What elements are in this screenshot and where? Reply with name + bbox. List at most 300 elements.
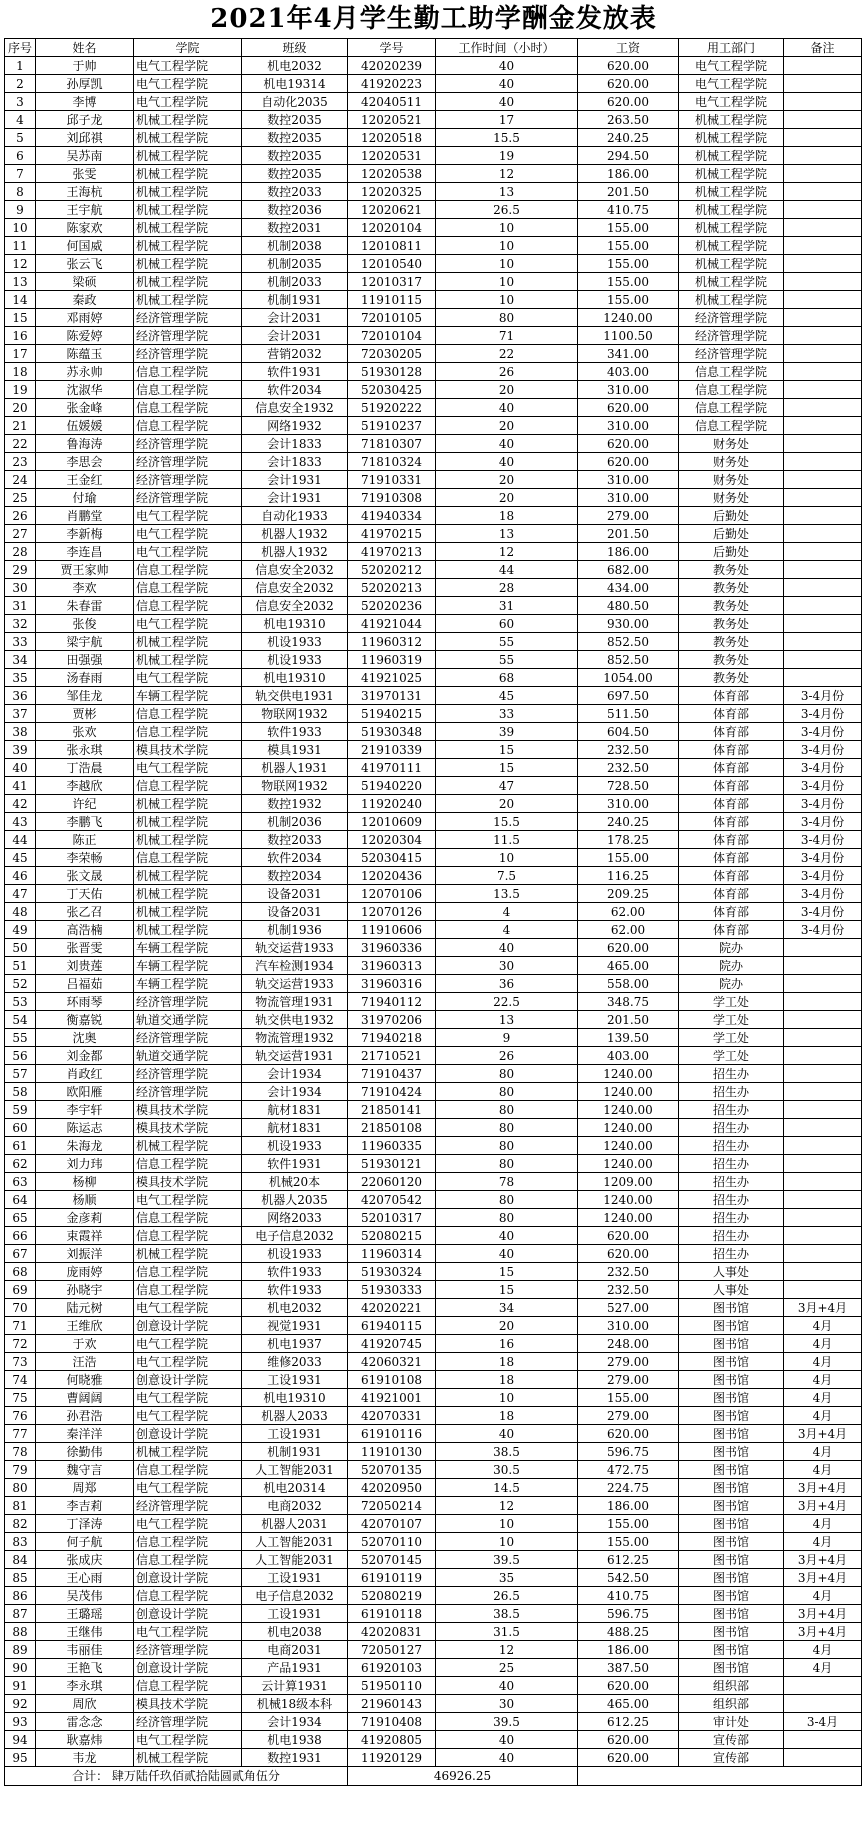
row-index-cell: 74: [5, 1371, 36, 1389]
table-row: [5, 1731, 862, 1749]
college-cell: 电气工程学院: [134, 615, 242, 633]
work-hours-cell: 40: [436, 1425, 578, 1443]
class-cell: 软件1931: [242, 363, 348, 381]
remark-cell: 3月+4月: [784, 1497, 862, 1515]
row-index-cell: 46: [5, 867, 36, 885]
student-name-cell: 鲁海涛: [36, 435, 134, 453]
student-id-cell: 42070542: [348, 1191, 436, 1209]
work-hours-cell: 55: [436, 633, 578, 651]
student-id-cell: 72010104: [348, 327, 436, 345]
remark-cell: [784, 525, 862, 543]
row-index-cell: 13: [5, 273, 36, 291]
class-cell: 会计2031: [242, 309, 348, 327]
department-cell: 图书馆: [679, 1461, 784, 1479]
row-index-cell: 67: [5, 1245, 36, 1263]
table-row: [5, 1245, 862, 1263]
remark-cell: 3-4月份: [784, 705, 862, 723]
student-id-cell: 12020436: [348, 867, 436, 885]
wage-cell: 1240.00: [578, 1083, 679, 1101]
table-row: [5, 633, 862, 651]
student-name-cell: 曹阔阔: [36, 1389, 134, 1407]
row-index-cell: 32: [5, 615, 36, 633]
wage-cell: 310.00: [578, 381, 679, 399]
work-hours-cell: 25: [436, 1659, 578, 1677]
table-row: [5, 1713, 862, 1731]
remark-cell: [784, 1083, 862, 1101]
student-name-cell: 耿嘉炜: [36, 1731, 134, 1749]
class-cell: 营销2032: [242, 345, 348, 363]
table-row: [5, 1065, 862, 1083]
student-id-cell: 12020521: [348, 111, 436, 129]
student-name-cell: 吕福茹: [36, 975, 134, 993]
class-cell: 电商2031: [242, 1641, 348, 1659]
wage-cell: 1240.00: [578, 1191, 679, 1209]
header-cell: 工资: [578, 39, 679, 57]
wage-cell: 410.75: [578, 201, 679, 219]
student-id-cell: 12070106: [348, 885, 436, 903]
remark-cell: 3-4月份: [784, 795, 862, 813]
table-row: [5, 1641, 862, 1659]
row-index-cell: 26: [5, 507, 36, 525]
table-row: [5, 1155, 862, 1173]
table-row: [5, 291, 862, 309]
student-name-cell: 金彦莉: [36, 1209, 134, 1227]
work-hours-cell: 40: [436, 939, 578, 957]
header-row: [5, 39, 862, 57]
table-row: [5, 525, 862, 543]
class-cell: 会计1833: [242, 453, 348, 471]
college-cell: 经济管理学院: [134, 489, 242, 507]
department-cell: 后勤处: [679, 543, 784, 561]
class-cell: 工设1931: [242, 1425, 348, 1443]
student-id-cell: 51930121: [348, 1155, 436, 1173]
header-cell: 序号: [5, 39, 36, 57]
work-hours-cell: 20: [436, 381, 578, 399]
college-cell: 电气工程学院: [134, 1335, 242, 1353]
department-cell: 机械工程学院: [679, 219, 784, 237]
row-index-cell: 36: [5, 687, 36, 705]
college-cell: 机械工程学院: [134, 903, 242, 921]
college-cell: 机械工程学院: [134, 147, 242, 165]
remark-cell: 3月+4月: [784, 1605, 862, 1623]
table-row: [5, 867, 862, 885]
class-cell: 机器人1932: [242, 525, 348, 543]
work-hours-cell: 80: [436, 1065, 578, 1083]
student-id-cell: 31970131: [348, 687, 436, 705]
department-cell: 图书馆: [679, 1317, 784, 1335]
remark-cell: [784, 381, 862, 399]
college-cell: 信息工程学院: [134, 1281, 242, 1299]
department-cell: 宣传部: [679, 1731, 784, 1749]
college-cell: 信息工程学院: [134, 381, 242, 399]
table-row: [5, 1227, 862, 1245]
student-name-cell: 梁宇航: [36, 633, 134, 651]
row-index-cell: 17: [5, 345, 36, 363]
row-index-cell: 68: [5, 1263, 36, 1281]
college-cell: 信息工程学院: [134, 723, 242, 741]
remark-cell: [784, 1119, 862, 1137]
class-cell: 物流管理1932: [242, 1029, 348, 1047]
wage-cell: 1240.00: [578, 1119, 679, 1137]
work-hours-cell: 15: [436, 1281, 578, 1299]
work-hours-cell: 15: [436, 741, 578, 759]
student-id-cell: 11960319: [348, 651, 436, 669]
work-hours-cell: 47: [436, 777, 578, 795]
student-name-cell: 高浩楠: [36, 921, 134, 939]
row-index-cell: 69: [5, 1281, 36, 1299]
department-cell: 图书馆: [679, 1299, 784, 1317]
college-cell: 车辆工程学院: [134, 975, 242, 993]
college-cell: 机械工程学院: [134, 921, 242, 939]
remark-cell: 4月: [784, 1587, 862, 1605]
department-cell: 体育部: [679, 831, 784, 849]
student-name-cell: 杨顺: [36, 1191, 134, 1209]
class-cell: 机制2038: [242, 237, 348, 255]
wage-cell: 527.00: [578, 1299, 679, 1317]
remark-cell: [784, 633, 862, 651]
work-hours-cell: 14.5: [436, 1479, 578, 1497]
class-cell: 机器人1931: [242, 759, 348, 777]
student-name-cell: 王维欣: [36, 1317, 134, 1335]
student-id-cell: 52020213: [348, 579, 436, 597]
student-id-cell: 71940112: [348, 993, 436, 1011]
student-id-cell: 71910424: [348, 1083, 436, 1101]
table-row: [5, 1263, 862, 1281]
work-hours-cell: 15: [436, 1263, 578, 1281]
row-index-cell: 4: [5, 111, 36, 129]
row-index-cell: 34: [5, 651, 36, 669]
table-row: [5, 831, 862, 849]
wage-cell: 472.75: [578, 1461, 679, 1479]
department-cell: 图书馆: [679, 1353, 784, 1371]
class-cell: 机电1938: [242, 1731, 348, 1749]
class-cell: 机器人2033: [242, 1407, 348, 1425]
remark-cell: [784, 453, 862, 471]
work-hours-cell: 80: [436, 1137, 578, 1155]
student-name-cell: 何晓雅: [36, 1371, 134, 1389]
student-id-cell: 41920745: [348, 1335, 436, 1353]
wage-cell: 155.00: [578, 237, 679, 255]
class-cell: 信息安全2032: [242, 579, 348, 597]
department-cell: 图书馆: [679, 1371, 784, 1389]
remark-cell: 4月: [784, 1533, 862, 1551]
row-index-cell: 37: [5, 705, 36, 723]
row-index-cell: 48: [5, 903, 36, 921]
class-cell: 轨交运营1933: [242, 939, 348, 957]
wage-cell: 240.25: [578, 813, 679, 831]
work-hours-cell: 80: [436, 1191, 578, 1209]
row-index-cell: 64: [5, 1191, 36, 1209]
work-hours-cell: 12: [436, 165, 578, 183]
work-hours-cell: 13: [436, 525, 578, 543]
department-cell: 信息工程学院: [679, 363, 784, 381]
wage-cell: 186.00: [578, 1497, 679, 1515]
student-name-cell: 李宇轩: [36, 1101, 134, 1119]
remark-cell: [784, 939, 862, 957]
student-id-cell: 12010609: [348, 813, 436, 831]
student-id-cell: 71910331: [348, 471, 436, 489]
work-hours-cell: 40: [436, 1677, 578, 1695]
student-name-cell: 何子航: [36, 1533, 134, 1551]
college-cell: 信息工程学院: [134, 705, 242, 723]
work-hours-cell: 15.5: [436, 813, 578, 831]
work-hours-cell: 7.5: [436, 867, 578, 885]
wage-cell: 341.00: [578, 345, 679, 363]
row-index-cell: 14: [5, 291, 36, 309]
table-row: [5, 1137, 862, 1155]
row-index-cell: 19: [5, 381, 36, 399]
college-cell: 电气工程学院: [134, 1191, 242, 1209]
table-row: [5, 1299, 862, 1317]
header-cell: 姓名: [36, 39, 134, 57]
header-cell: 学号: [348, 39, 436, 57]
wage-cell: 620.00: [578, 399, 679, 417]
student-id-cell: 12010317: [348, 273, 436, 291]
department-cell: 财务处: [679, 435, 784, 453]
department-cell: 图书馆: [679, 1497, 784, 1515]
college-cell: 电气工程学院: [134, 1515, 242, 1533]
work-hours-cell: 18: [436, 1353, 578, 1371]
wage-cell: 620.00: [578, 1677, 679, 1695]
work-hours-cell: 45: [436, 687, 578, 705]
class-cell: 物联网1932: [242, 777, 348, 795]
remark-cell: 3-4月份: [784, 849, 862, 867]
work-hours-cell: 30.5: [436, 1461, 578, 1479]
college-cell: 创意设计学院: [134, 1371, 242, 1389]
table-row: [5, 615, 862, 633]
college-cell: 机械工程学院: [134, 813, 242, 831]
table-row: [5, 777, 862, 795]
wage-cell: 155.00: [578, 255, 679, 273]
department-cell: 院办: [679, 975, 784, 993]
class-cell: 会计1934: [242, 1065, 348, 1083]
row-index-cell: 38: [5, 723, 36, 741]
row-index-cell: 65: [5, 1209, 36, 1227]
student-id-cell: 11960335: [348, 1137, 436, 1155]
student-id-cell: 61910118: [348, 1605, 436, 1623]
remark-cell: 4月: [784, 1461, 862, 1479]
college-cell: 电气工程学院: [134, 507, 242, 525]
student-id-cell: 72030205: [348, 345, 436, 363]
remark-cell: [784, 57, 862, 75]
row-index-cell: 35: [5, 669, 36, 687]
work-hours-cell: 38.5: [436, 1443, 578, 1461]
remark-cell: [784, 561, 862, 579]
student-id-cell: 11960312: [348, 633, 436, 651]
student-id-cell: 51910237: [348, 417, 436, 435]
class-cell: 机电19314: [242, 75, 348, 93]
student-name-cell: 刘金都: [36, 1047, 134, 1065]
student-name-cell: 雷念念: [36, 1713, 134, 1731]
total-empty: [578, 1767, 862, 1786]
student-id-cell: 12020538: [348, 165, 436, 183]
class-cell: 软件1931: [242, 1155, 348, 1173]
department-cell: 机械工程学院: [679, 201, 784, 219]
table-row: [5, 1497, 862, 1515]
table-row: [5, 939, 862, 957]
work-hours-cell: 40: [436, 93, 578, 111]
table-row: [5, 993, 862, 1011]
wage-cell: 263.50: [578, 111, 679, 129]
row-index-cell: 91: [5, 1677, 36, 1695]
class-cell: 机制1936: [242, 921, 348, 939]
student-name-cell: 李越欣: [36, 777, 134, 795]
class-cell: 机设1933: [242, 651, 348, 669]
student-id-cell: 61920103: [348, 1659, 436, 1677]
row-index-cell: 83: [5, 1533, 36, 1551]
department-cell: 教务处: [679, 651, 784, 669]
row-index-cell: 3: [5, 93, 36, 111]
row-index-cell: 31: [5, 597, 36, 615]
remark-cell: [784, 957, 862, 975]
table-row: [5, 1677, 862, 1695]
remark-cell: [784, 1209, 862, 1227]
row-index-cell: 57: [5, 1065, 36, 1083]
college-cell: 信息工程学院: [134, 363, 242, 381]
college-cell: 经济管理学院: [134, 993, 242, 1011]
college-cell: 机械工程学院: [134, 291, 242, 309]
class-cell: 人工智能2031: [242, 1551, 348, 1569]
college-cell: 机械工程学院: [134, 885, 242, 903]
wage-cell: 248.00: [578, 1335, 679, 1353]
student-name-cell: 邓雨婷: [36, 309, 134, 327]
remark-cell: 4月: [784, 1371, 862, 1389]
table-row: [5, 489, 862, 507]
college-cell: 经济管理学院: [134, 1497, 242, 1515]
row-index-cell: 62: [5, 1155, 36, 1173]
wage-cell: 310.00: [578, 471, 679, 489]
department-cell: 组织部: [679, 1695, 784, 1713]
class-cell: 工设1931: [242, 1569, 348, 1587]
student-id-cell: 12010540: [348, 255, 436, 273]
student-name-cell: 张金峰: [36, 399, 134, 417]
wage-cell: 116.25: [578, 867, 679, 885]
department-cell: 人事处: [679, 1263, 784, 1281]
student-name-cell: 孙晓宇: [36, 1281, 134, 1299]
department-cell: 人事处: [679, 1281, 784, 1299]
wage-cell: 310.00: [578, 489, 679, 507]
student-name-cell: 庞雨婷: [36, 1263, 134, 1281]
student-id-cell: 11960314: [348, 1245, 436, 1263]
work-hours-cell: 11.5: [436, 831, 578, 849]
row-index-cell: 44: [5, 831, 36, 849]
row-index-cell: 47: [5, 885, 36, 903]
college-cell: 信息工程学院: [134, 1677, 242, 1695]
class-cell: 设备2031: [242, 885, 348, 903]
table-row: [5, 903, 862, 921]
college-cell: 信息工程学院: [134, 1263, 242, 1281]
class-cell: 视觉1931: [242, 1317, 348, 1335]
student-name-cell: 王继伟: [36, 1623, 134, 1641]
college-cell: 机械工程学院: [134, 831, 242, 849]
student-id-cell: 52080219: [348, 1587, 436, 1605]
row-index-cell: 77: [5, 1425, 36, 1443]
student-id-cell: 12020104: [348, 219, 436, 237]
row-index-cell: 30: [5, 579, 36, 597]
student-name-cell: 李欢: [36, 579, 134, 597]
student-name-cell: 何国威: [36, 237, 134, 255]
remark-cell: [784, 309, 862, 327]
row-index-cell: 80: [5, 1479, 36, 1497]
work-hours-cell: 10: [436, 255, 578, 273]
work-hours-cell: 34: [436, 1299, 578, 1317]
remark-cell: [784, 1029, 862, 1047]
college-cell: 机械工程学院: [134, 1749, 242, 1767]
remark-cell: [784, 651, 862, 669]
remark-cell: [784, 543, 862, 561]
table-row: [5, 1029, 862, 1047]
student-id-cell: 12070126: [348, 903, 436, 921]
department-cell: 体育部: [679, 795, 784, 813]
remark-cell: 3-4月: [784, 1713, 862, 1731]
row-index-cell: 82: [5, 1515, 36, 1533]
table-row: [5, 111, 862, 129]
student-id-cell: 21910339: [348, 741, 436, 759]
class-cell: 航材1831: [242, 1101, 348, 1119]
student-id-cell: 12020531: [348, 147, 436, 165]
department-cell: 教务处: [679, 579, 784, 597]
student-name-cell: 吴茂伟: [36, 1587, 134, 1605]
remark-cell: [784, 345, 862, 363]
department-cell: 图书馆: [679, 1623, 784, 1641]
college-cell: 经济管理学院: [134, 345, 242, 363]
remark-cell: [784, 93, 862, 111]
remark-cell: [784, 417, 862, 435]
class-cell: 机电19310: [242, 669, 348, 687]
table-row: [5, 813, 862, 831]
department-cell: 体育部: [679, 741, 784, 759]
department-cell: 图书馆: [679, 1659, 784, 1677]
class-cell: 机制2036: [242, 813, 348, 831]
class-cell: 机设1933: [242, 1245, 348, 1263]
student-name-cell: 秦政: [36, 291, 134, 309]
department-cell: 体育部: [679, 813, 784, 831]
department-cell: 机械工程学院: [679, 183, 784, 201]
wage-cell: 186.00: [578, 165, 679, 183]
work-hours-cell: 4: [436, 903, 578, 921]
wage-cell: 155.00: [578, 219, 679, 237]
college-cell: 机械工程学院: [134, 1137, 242, 1155]
class-cell: 数控2034: [242, 867, 348, 885]
department-cell: 图书馆: [679, 1425, 784, 1443]
college-cell: 信息工程学院: [134, 1209, 242, 1227]
table-row: [5, 1479, 862, 1497]
table-row: [5, 1695, 862, 1713]
wage-cell: 480.50: [578, 597, 679, 615]
wage-cell: 604.50: [578, 723, 679, 741]
wage-cell: 155.00: [578, 273, 679, 291]
table-row: [5, 1209, 862, 1227]
work-hours-cell: 19: [436, 147, 578, 165]
student-id-cell: 42020221: [348, 1299, 436, 1317]
work-hours-cell: 13.5: [436, 885, 578, 903]
student-name-cell: 陈正: [36, 831, 134, 849]
work-hours-cell: 39.5: [436, 1551, 578, 1569]
work-hours-cell: 4: [436, 921, 578, 939]
remark-cell: [784, 471, 862, 489]
row-index-cell: 6: [5, 147, 36, 165]
college-cell: 电气工程学院: [134, 1299, 242, 1317]
department-cell: 信息工程学院: [679, 399, 784, 417]
table-row: [5, 399, 862, 417]
college-cell: 信息工程学院: [134, 1551, 242, 1569]
department-cell: 图书馆: [679, 1587, 784, 1605]
department-cell: 招生办: [679, 1083, 784, 1101]
wage-cell: 155.00: [578, 849, 679, 867]
wage-cell: 201.50: [578, 1011, 679, 1029]
table-row: [5, 309, 862, 327]
student-id-cell: 31960336: [348, 939, 436, 957]
